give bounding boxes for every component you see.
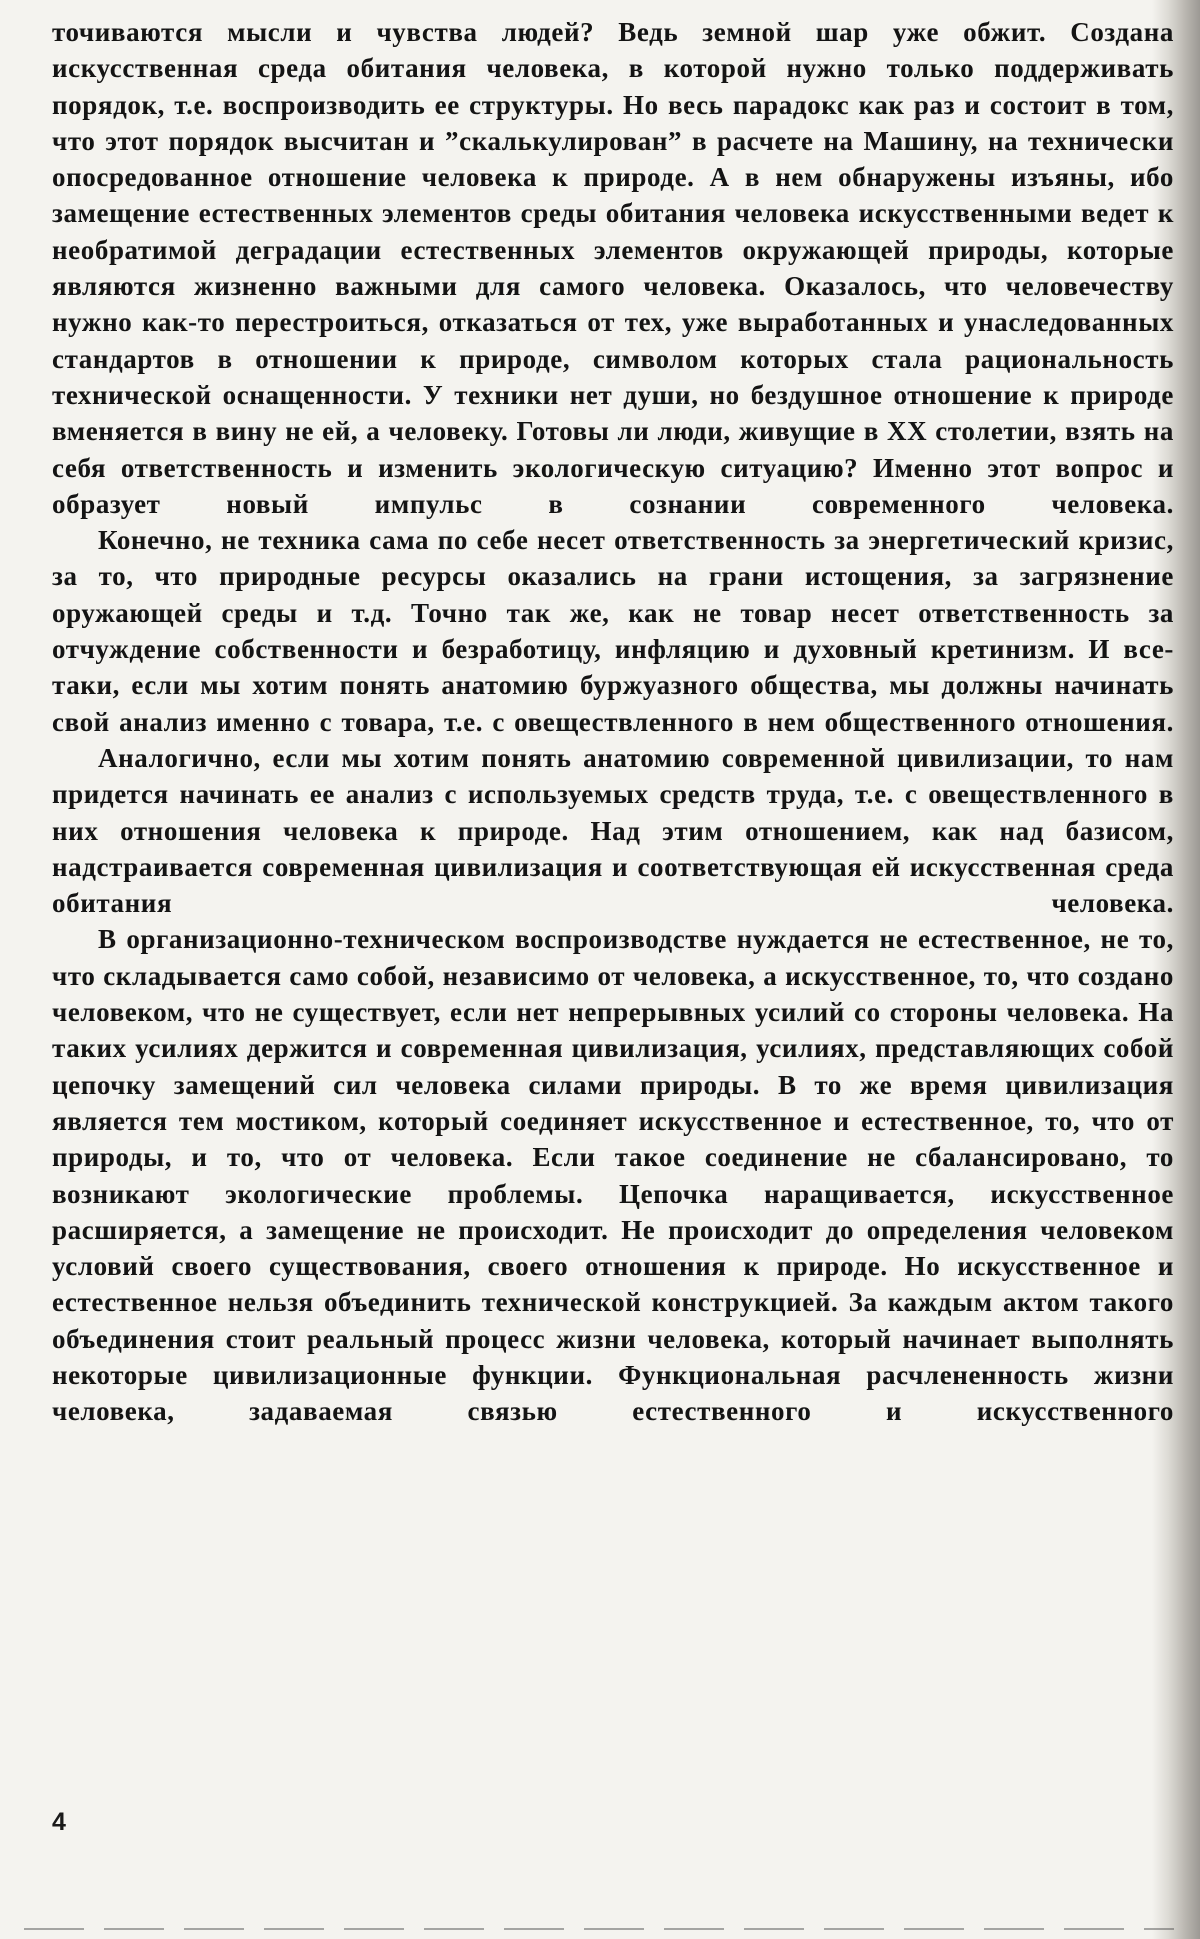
paragraph-1: точиваются мысли и чувства людей? Ведь земной шар уже обжит. Создана искусственная среда обитания человека, в которой нужно только поддерживать порядок, т.е. воспроизводить ее структуры. Но весь парадокс как раз и состоит в том, что этот порядок высчитан и ”скалькулирован” в расчете на Машину, на технически опосредованное отношение человека к природе. А в нем обнаружены изъяны, ибо замещение естественных элементов среды обитания человека искусственными ведет к необратимой деградации естественных элементов окружающей природы, которые являются жизненно важными для самого человека. Оказалось, что человечеству нужно как-то перестроиться, отказаться от тех, уже выработанных и унаследованных стандартов в отношении к природе, символом которых стала рациональность технической оснащенности. У техники нет души, но бездушное отношение к природе вменяется в вину не ей, а человеку. Готовы ли люди, живущие в XX столетии, взять на себя ответственность и изменить экологическую ситуацию? Именно этот вопрос и образует новый импульс в сознании современного человека. (52, 17, 1174, 519)
paragraph-2: Конечно, не техника сама по себе несет ответственность за энергетический кризис, за то, что природные ресурсы оказались на грани истощения, за загрязнение оружающей среды и т.д. Точно так же, как не товар несет ответственность за отчуждение собственности и безработицу, инфляцию и духовный кретинизм. И все-таки, если мы хотим понять анатомию буржуазного общества, мы должны начинать свой анализ именно с товара, т.е. с овеществленного в нем общественного отношения. (52, 525, 1174, 737)
page-number: 4 (52, 1808, 66, 1836)
paragraph-4: В организационно-техническом воспроизводстве нуждается не естественное, не то, что складывается само собой, независимо от человека, а искусственное, то, что создано человеком, что не существует, если нет непрерывных усилий со стороны человека. На таких усилиях держится и современная цивилизация, усилиях, представляющих собой цепочку замещений сил человека силами природы. В то же время цивилизация является тем мостиком, который соединяет искусственное и естественное, то, что от природы, и то, что от человека. Если такое соединение не сбалансировано, то возникают экологические проблемы. Цепочка наращивается, искусственное расширяется, а замещение не происходит. Не происходит до определения человеком условий своего существования, своего отношения к природе. Но искусственное и естественное нельзя объединить технической конструкцией. За каждым актом такого объединения стоит реальный процесс жизни человека, который начинает выполнять некоторые цивилизационные функции. Функциональная расчлененность жизни человека, задаваемая связью естественного и искусственного (52, 924, 1174, 1427)
body-text (52, 14, 1174, 1430)
paragraph-3: Аналогично, если мы хотим понять анатомию современной цивилизации, то нам придется начинать ее анализ с используемых средств труда, т.е. с овеществленного в них отношения человека к природе. Над этим отношением, как над базисом, надстраивается современная цивилизация и соответствующая ей искусственная среда обитания человека. (52, 742, 1174, 919)
bottom-scan-artifact (24, 1928, 1174, 1930)
